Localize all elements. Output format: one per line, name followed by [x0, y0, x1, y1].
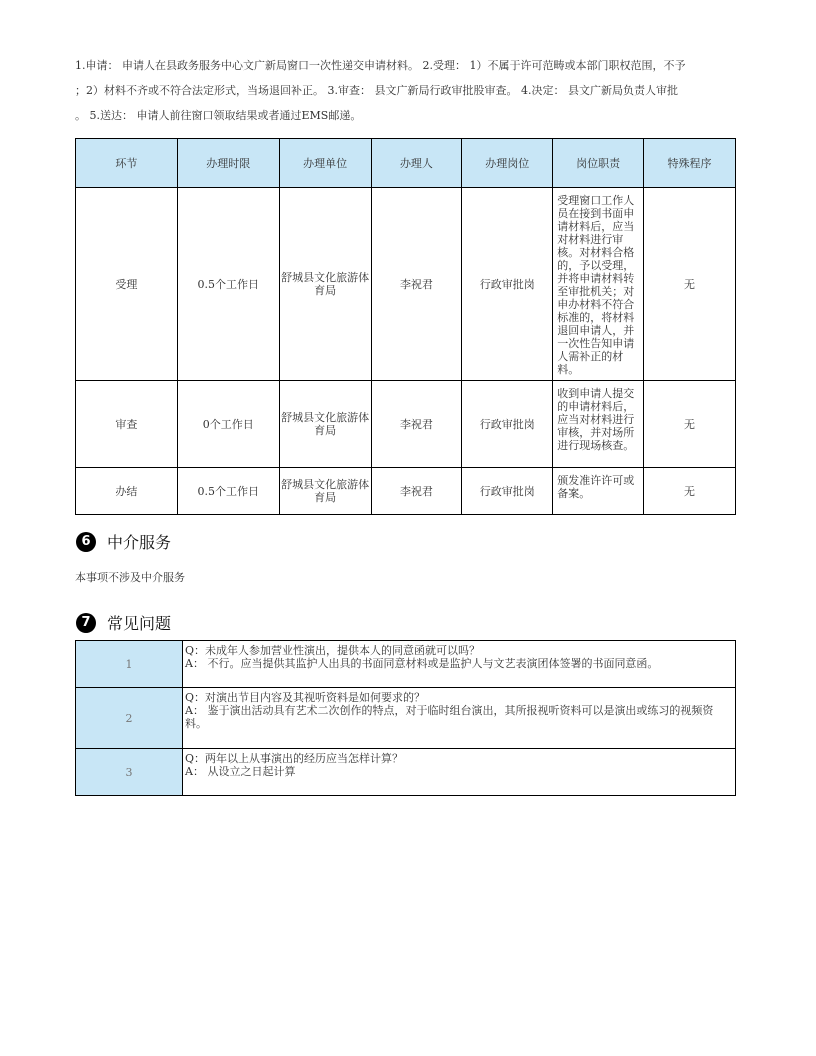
- stage-cell: 受理: [76, 188, 178, 381]
- unit-cell: 舒城县文化旅游体育局: [279, 188, 371, 381]
- faq-question: Q：两年以上从事演出的经历应当怎样计算？: [185, 752, 404, 765]
- post-cell: 行政审批岗: [462, 468, 553, 515]
- intro-line-2: ；2）材料不齐或不符合法定形式，当场退回补正。 3.审查： 县文广新局行政审批股审查。 4.决定： 县文广新局负责人审批: [75, 84, 678, 97]
- post-cell: 行政审批岗: [462, 188, 553, 381]
- column-header: 特殊程序: [644, 139, 736, 188]
- time-cell: 0.5个工作日: [177, 468, 279, 515]
- faq-question: Q：对演出节目内容及其视听资料是如何要求的？: [185, 691, 426, 704]
- duty-cell: 受理窗口工作人员在接到书面申请材料后，应当对材料进行审核。对材料合格的，予以受理，并将申请材料转至审批机关；对申办材料不符合标准的，将材料退回申请人，并一次性告知申请人需补正的材料。: [553, 188, 644, 381]
- column-header: 办理时限: [177, 139, 279, 188]
- faq-row: [76, 641, 736, 688]
- faq-index: 1: [76, 641, 183, 688]
- person-cell: 李祝君: [371, 188, 462, 381]
- section-title: 常见问题: [107, 614, 172, 633]
- faq-content: [183, 641, 736, 688]
- faq-question: Q：未成年人参加营业性演出，提供本人的同意函就可以吗？: [185, 644, 481, 657]
- column-header: 环节: [76, 139, 178, 188]
- stage-cell: 办结: [76, 468, 178, 515]
- unit-cell: 舒城县文化旅游体育局: [279, 381, 371, 468]
- table-row: [76, 381, 736, 468]
- table-header-row: [76, 139, 736, 188]
- time-cell: 0个工作日: [177, 381, 279, 468]
- special-cell: 无: [644, 381, 736, 468]
- stage-cell: 审查: [76, 381, 178, 468]
- duty-cell: 颁发准许许可或备案。: [553, 468, 644, 515]
- special-cell: 无: [644, 188, 736, 381]
- intro-line-1: 1.申请： 申请人在县政务服务中心文广新局窗口一次性递交申请材料。 2.受理： 1）不属于许可范畴或本部门职权范围，不予: [75, 59, 686, 72]
- intermediary-note: 本事项不涉及中介服务: [75, 571, 185, 584]
- faq-answer: A： 鉴于演出活动具有艺术二次创作的特点，对于临时组台演出，其所报视听资料可以是演出或练习的视频资料。: [185, 704, 714, 730]
- column-header: 办理人: [371, 139, 462, 188]
- column-header: 办理岗位: [462, 139, 553, 188]
- column-header: 岗位职责: [553, 139, 644, 188]
- faq-index: 3: [76, 749, 183, 796]
- faq-index: 2: [76, 688, 183, 749]
- faq-row: [76, 749, 736, 796]
- column-header: 办理单位: [279, 139, 371, 188]
- section-7-heading: [76, 611, 171, 634]
- section-6-heading: [76, 530, 171, 553]
- faq-answer: A： 不行。应当提供其监护人出具的书面同意材料或是监护人与文艺表演团体签署的书面同意函。: [185, 657, 659, 670]
- special-cell: 无: [644, 468, 736, 515]
- intro-line-3: 。 5.送达： 申请人前往窗口领取结果或者通过EMS邮递。: [75, 109, 362, 122]
- faq-content: [183, 688, 736, 749]
- section-title: 中介服务: [107, 533, 172, 552]
- unit-cell: 舒城县文化旅游体育局: [279, 468, 371, 515]
- number-6-icon: 6: [76, 532, 96, 552]
- faq-content: [183, 749, 736, 796]
- table-row: [76, 188, 736, 381]
- post-cell: 行政审批岗: [462, 381, 553, 468]
- faq-table: [75, 640, 736, 796]
- faq-row: [76, 688, 736, 749]
- number-7-icon: 7: [76, 613, 96, 633]
- time-cell: 0.5个工作日: [177, 188, 279, 381]
- duty-cell: 收到申请人提交的申请材料后，应当对材料进行审核，并对场所进行现场核查。: [553, 381, 644, 468]
- process-table: [75, 138, 736, 515]
- faq-answer: A： 从设立之日起计算: [185, 765, 296, 778]
- table-row: [76, 468, 736, 515]
- person-cell: 李祝君: [371, 468, 462, 515]
- person-cell: 李祝君: [371, 381, 462, 468]
